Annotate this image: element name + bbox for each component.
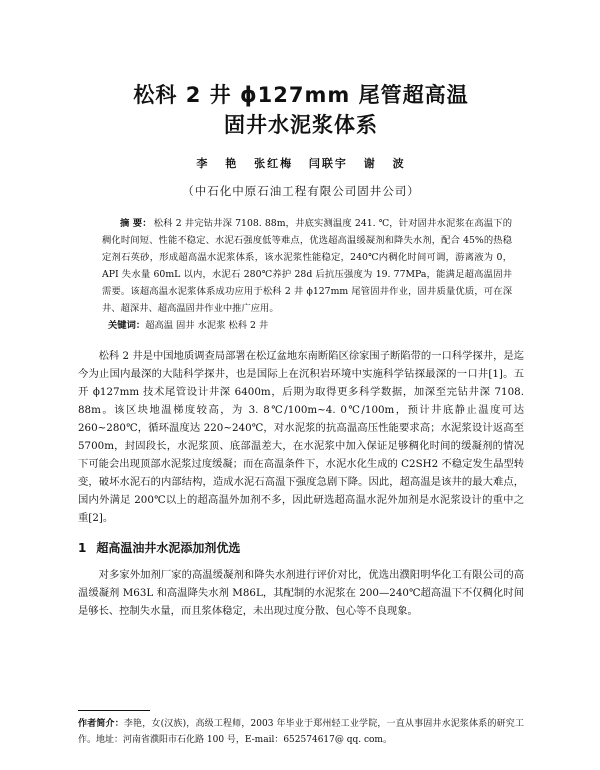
keywords xyxy=(78,317,524,334)
section-heading xyxy=(78,539,524,556)
intro-paragraph: 松科 2 井是中国地质调查局部署在松辽盆地东南断陷区徐家围子断陷带的一口科学探井，是迄今为止国内最深的大陆科学探井，也是国际上在沉积岩环境中实施科学钻探最深的一口井[1]。五开 ϕ127mm 技术尾管设计井深 6400m，后期为取得更多科学数据，加深至完钻井深 7108. 88m。该区块地温梯度较高，为 3. 8℃/100m~4. 0℃/100m，预计井底静止温度可达 260~280℃，循环温度达 220~240℃，对水泥浆的抗高温高压性能要求高；水泥浆设计返高至 5700m，封固段长，水泥浆顶、底部温差大，在水泥浆中加入保证足够稠化时间的缓凝剂的情况下可能会出现顶部水泥浆过度缓凝；而在高温条件下，水泥水化生成的 C2SH2 不稳定发生晶型转变，破坏水泥石的内部结构，造成水泥石高温下强度急剧下降。因此，超高温是该井的最大难点，国内外满足 200℃以上的超高温外加剂不多，因此研选超高温水泥外加剂是水泥浆设计的重中之重[2]。 xyxy=(78,350,524,524)
footnote-text: 李艳，女(汉族)，高级工程师，2003 年毕业于郑州轻工业学院，一直从事固井水泥浆体系的研究工作。地址：河南省濮阳市石化路 100 号，E-mail：652574617@ qq. com。 xyxy=(78,719,524,745)
section-title: 超高温油井水泥添加剂优选 xyxy=(96,541,241,555)
footnote-label: 作者简介： xyxy=(78,719,124,729)
footnote-divider xyxy=(78,710,150,711)
author-footnote xyxy=(78,716,524,748)
section-paragraph: 对多家外加剂厂家的高温缓凝剂和降失水剂进行评价对比，优选出濮阳明华化工有限公司的高温缓凝剂 M63L 和高温降失水剂 M86L，其配制的水泥浆在 200—240℃超高温下不仅稠化时间是够长、控制失水量，而且浆体稳定，未出现过度分散、包心等不良现象。 xyxy=(78,569,524,617)
affiliation: （中石化中原石油工程有限公司固井公司） xyxy=(182,184,420,198)
abstract xyxy=(78,215,524,317)
keywords-text: 超高温 固井 水泥浆 松科 2 井 xyxy=(145,320,269,331)
keywords-label: 关键词： xyxy=(108,320,146,331)
abstract-label: 摘 要： xyxy=(120,218,152,229)
abstract-text: 松科 2 井完钻井深 7108. 88m，井底实测温度 241. ℃，针对固井水泥浆在高温下的稠化时间短、性能不稳定、水泥石强度低等难点，优选超高温缓凝剂和降失水剂，配合 45%的热稳定剂石英砂，形成超高温水泥浆体系，该水泥浆性能稳定，240℃内稠化时间可调，游离液为 0，API 失水量 60mL 以内，水泥石 280℃养护 28d 后抗压强度为 19. 77MPa，能满足超高温固井需要。该超高温水泥浆体系成功应用于松科 2 井 ϕ127mm 尾管固井作业，固井质量优质，可在深井、超深井、超高温固井作业中推广应用。 xyxy=(102,218,512,314)
section-number: 1 xyxy=(78,541,87,555)
paper-title-line-1: 松科 2 井 ϕ127mm 尾管超高温 xyxy=(133,83,469,107)
author-list: 李 艳 张红梅 闫联宇 谢 波 xyxy=(196,157,406,170)
paper-title-line-2: 固井水泥浆体系 xyxy=(224,113,378,137)
